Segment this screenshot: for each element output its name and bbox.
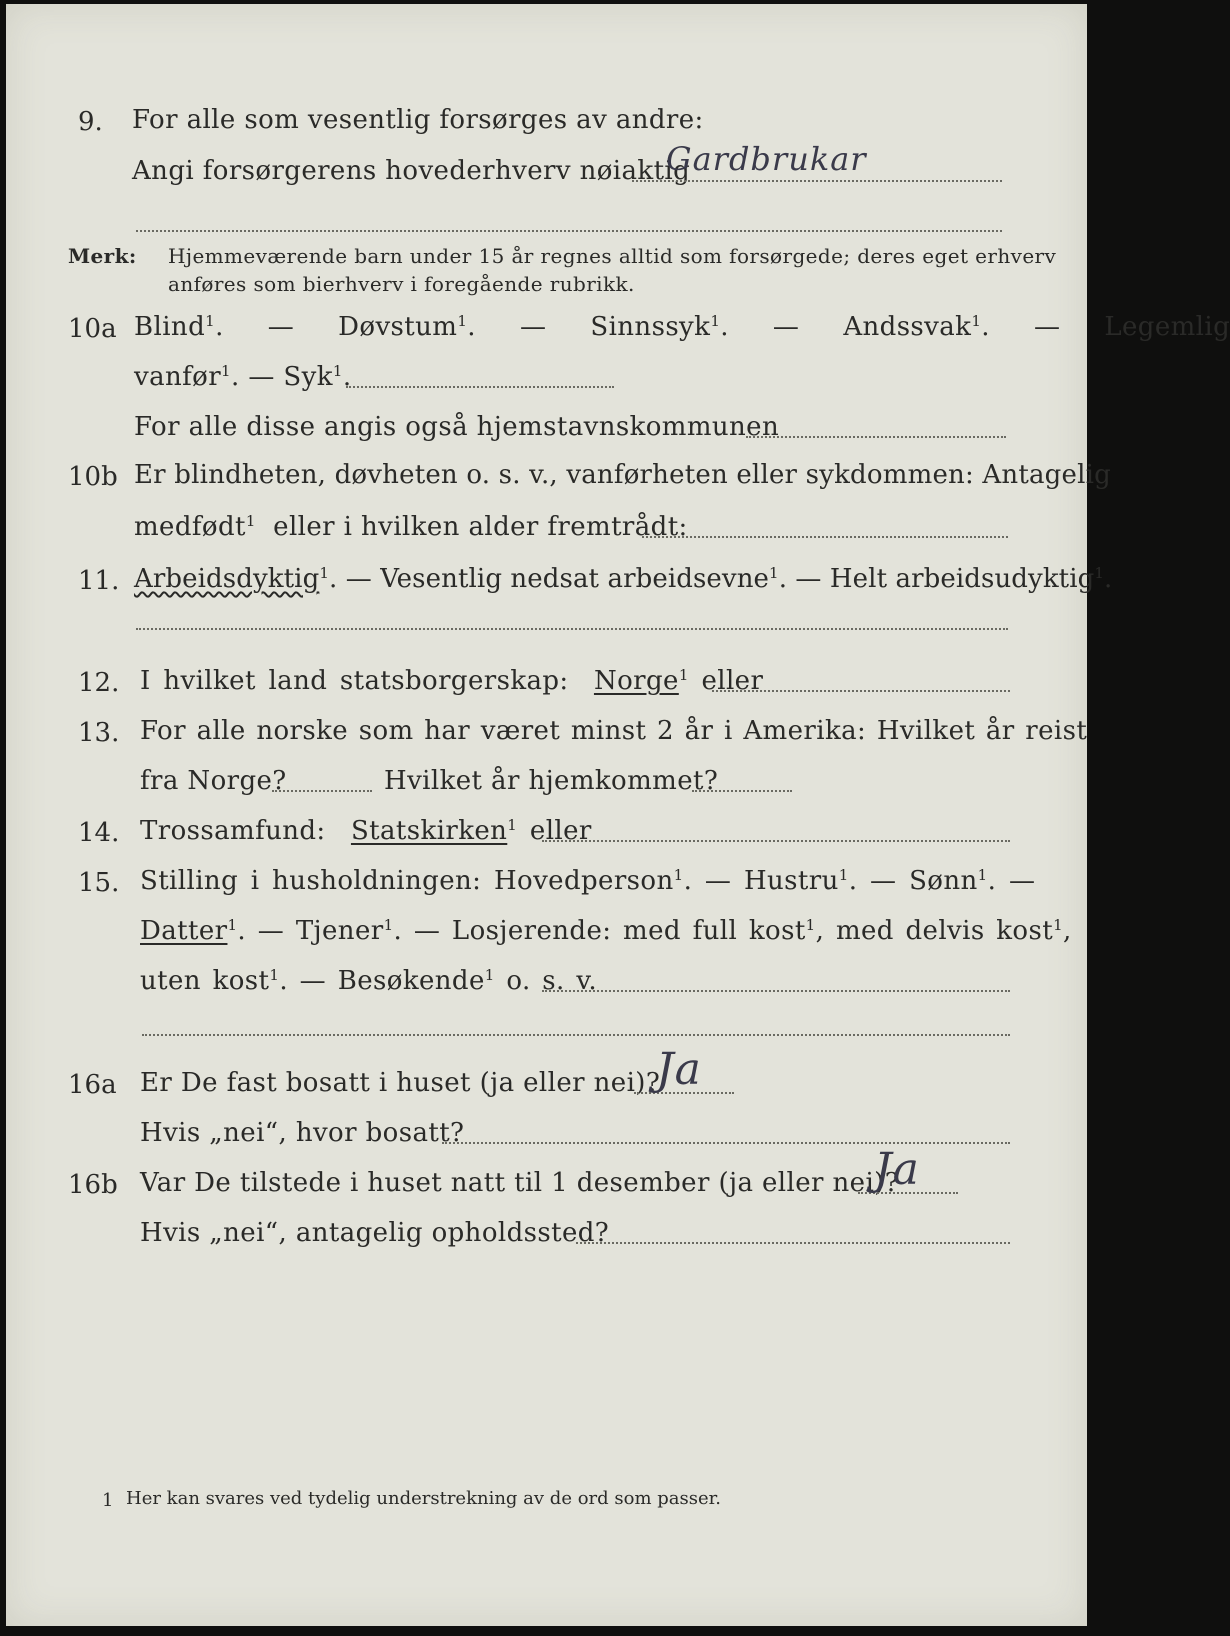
q10b-number: 10b bbox=[68, 462, 118, 492]
footnote-ref: 1 bbox=[507, 816, 518, 834]
option-tjener: . — Tjener bbox=[237, 916, 384, 946]
option-hovedperson: Stilling i husholdningen: Hovedperson bbox=[140, 866, 674, 896]
q10a-syk-line bbox=[346, 386, 614, 388]
q9-line1: For alle som vesentlig forsørges av andre: bbox=[132, 105, 704, 135]
option-sonn: . — Sønn bbox=[848, 866, 978, 896]
q16a-number: 16a bbox=[68, 1070, 117, 1100]
q13-line2a: fra Norge? bbox=[140, 766, 287, 796]
q12-eller: eller bbox=[701, 666, 764, 696]
q16a-handwritten-answer: Ja bbox=[656, 1044, 702, 1095]
q16a-line2: Hvis „nei“, hvor bosatt? bbox=[140, 1118, 465, 1148]
option-dovstum: Døvstum bbox=[338, 312, 458, 342]
q10b-line2-text: eller i hvilken alder fremtrådt: bbox=[273, 512, 688, 542]
q10b-line1: Er blindheten, døvheten o. s. v., vanførheten eller sykdommen: Antagelig bbox=[134, 460, 1111, 490]
footnote-ref: 1 bbox=[1094, 564, 1105, 582]
footnote-mark: 1 bbox=[102, 1490, 114, 1511]
footnote-ref: 1 bbox=[245, 512, 256, 530]
q14-eller: eller bbox=[529, 816, 592, 846]
q12-line bbox=[140, 666, 763, 696]
footnote-ref: 1 bbox=[269, 966, 280, 984]
q10b-line2 bbox=[134, 512, 688, 542]
q14-text: Trossamfund: bbox=[140, 816, 326, 846]
option-arbeidsdyktig: Arbeidsdyktig bbox=[134, 564, 320, 594]
option-hustru: . — Hustru bbox=[683, 866, 839, 896]
q15-answer-line bbox=[542, 990, 1010, 992]
q9-answer-line bbox=[632, 180, 1002, 182]
option-besokende: . — Besøkende bbox=[279, 966, 485, 996]
merk-label: Merk: bbox=[68, 244, 137, 268]
option-andssvak: Andssvak bbox=[843, 312, 972, 342]
q10b-answer-line bbox=[642, 536, 1008, 538]
q10a-number: 10a bbox=[68, 314, 117, 344]
q16b-line1: Var De tilstede i huset natt til 1 desember (ja eller nei)? bbox=[140, 1168, 900, 1198]
option-vanfor: vanfør bbox=[134, 362, 222, 392]
q16b-handwritten-answer: Ja bbox=[874, 1144, 920, 1195]
option-sinnssyk: Sinnssyk bbox=[590, 312, 711, 342]
q12-text: I hvilket land statsborgerskap: bbox=[140, 666, 569, 696]
q15-line3 bbox=[140, 966, 597, 996]
footnote-ref: 1 bbox=[332, 362, 343, 380]
footnote-ref: 1 bbox=[673, 866, 684, 884]
q15-line2 bbox=[140, 916, 1072, 946]
q10a-hjemstavn-line bbox=[746, 436, 1006, 438]
footnote-ref: 1 bbox=[805, 916, 816, 934]
q16a-bosatt-line bbox=[442, 1142, 1010, 1144]
q16a-line1: Er De fast bosatt i huset (ja eller nei)? bbox=[140, 1068, 661, 1098]
q13-reist-line bbox=[272, 790, 372, 792]
q9-handwritten-answer: Gardbrukar bbox=[666, 140, 867, 178]
q9-line2: Angi forsørgerens hovederhverv nøiaktig bbox=[132, 156, 691, 186]
footnote-ref: 1 bbox=[227, 916, 238, 934]
q10a-line3: For alle disse angis også hjemstavnskommunen bbox=[134, 412, 780, 442]
option-delvis-kost: , med delvis kost bbox=[815, 916, 1054, 946]
footnote-ref: 1 bbox=[838, 866, 849, 884]
option-norge: Norge bbox=[593, 666, 679, 696]
q13-line2b: Hvilket år hjemkommet? bbox=[384, 766, 719, 796]
option-syk: Syk bbox=[283, 362, 333, 392]
q9-number: 9. bbox=[78, 107, 103, 137]
q11-number: 11. bbox=[78, 566, 120, 596]
footnote-ref: 1 bbox=[383, 916, 394, 934]
q14-line bbox=[140, 816, 592, 846]
footnote-ref: 1 bbox=[769, 564, 779, 582]
q13-hjemkommet-line bbox=[692, 790, 792, 792]
q15-extra-line bbox=[142, 1034, 1010, 1036]
option-medfodt: medfødt bbox=[134, 512, 246, 542]
footnote-ref: 1 bbox=[710, 312, 721, 330]
option-blind: Blind bbox=[134, 312, 206, 342]
footnote-ref: 1 bbox=[484, 966, 495, 984]
q10a-line1: Blind$^1$. — Døvstum$^1$. — Sinnssyk$^1$. — Andssvak$^1$. — Legemlig bbox=[134, 312, 1230, 342]
option-statskirken: Statskirken bbox=[350, 816, 508, 846]
q12-answer-line bbox=[712, 690, 1010, 692]
q16b-opholdssted-line bbox=[576, 1242, 1010, 1244]
footnote-ref: 1 bbox=[319, 564, 329, 582]
q15-osv: o. s. v. bbox=[506, 966, 598, 996]
footnote-ref: 1 bbox=[977, 866, 988, 884]
footnote-ref: 1 bbox=[971, 312, 982, 330]
footnote-text: Her kan svares ved tydelig understrekning av de ord som passer. bbox=[126, 1488, 721, 1509]
footnote-ref: 1 bbox=[205, 312, 216, 330]
q15-line1 bbox=[140, 866, 1035, 896]
q12-number: 12. bbox=[78, 668, 120, 698]
q16b-line2: Hvis „nei“, antagelig opholdssted? bbox=[140, 1218, 610, 1248]
footnote-ref: 1 bbox=[457, 312, 468, 330]
option-udyktig: . — Helt arbeidsudyktig bbox=[778, 564, 1095, 594]
option-nedsat: . — Vesentlig nedsat arbeidsevne bbox=[329, 564, 770, 594]
footnote-ref: 1 bbox=[221, 362, 231, 380]
q11-extra-line bbox=[136, 628, 1008, 630]
q11-line: Arbeidsdyktig$^1$. — Vesentlig nedsat arbeidsevne$^1$. — Helt arbeidsudyktig$^1$. bbox=[134, 564, 1113, 594]
q13-line1: For alle norske som har været minst 2 år i Amerika: Hvilket år reist bbox=[140, 716, 1088, 746]
footnote-ref: 1 bbox=[678, 666, 689, 684]
merk-line2: anføres som bierhverv i foregående rubrikk. bbox=[168, 272, 635, 296]
q10a-line2: vanfør$^1$. — Syk$^1$. bbox=[134, 362, 352, 392]
q16b-number: 16b bbox=[68, 1170, 118, 1200]
q9-extra-line bbox=[136, 230, 1002, 232]
q14-answer-line bbox=[542, 840, 1010, 842]
merk-line1: Hjemmeværende barn under 15 år regnes alltid som forsørgede; deres eget erhverv bbox=[168, 244, 1057, 268]
q15-number: 15. bbox=[78, 868, 120, 898]
option-legemlig: Legemlig bbox=[1104, 312, 1230, 342]
option-uten-kost: uten kost bbox=[140, 966, 270, 996]
census-form-page bbox=[6, 4, 1230, 1626]
q15-comma: , bbox=[1063, 916, 1072, 946]
q15-dash: . — bbox=[987, 866, 1036, 896]
q14-number: 14. bbox=[78, 818, 120, 848]
q13-number: 13. bbox=[78, 718, 120, 748]
footnote-ref: 1 bbox=[1053, 916, 1064, 934]
option-full-kost: . — Losjerende: med full kost bbox=[393, 916, 806, 946]
option-datter: Datter bbox=[140, 916, 228, 946]
